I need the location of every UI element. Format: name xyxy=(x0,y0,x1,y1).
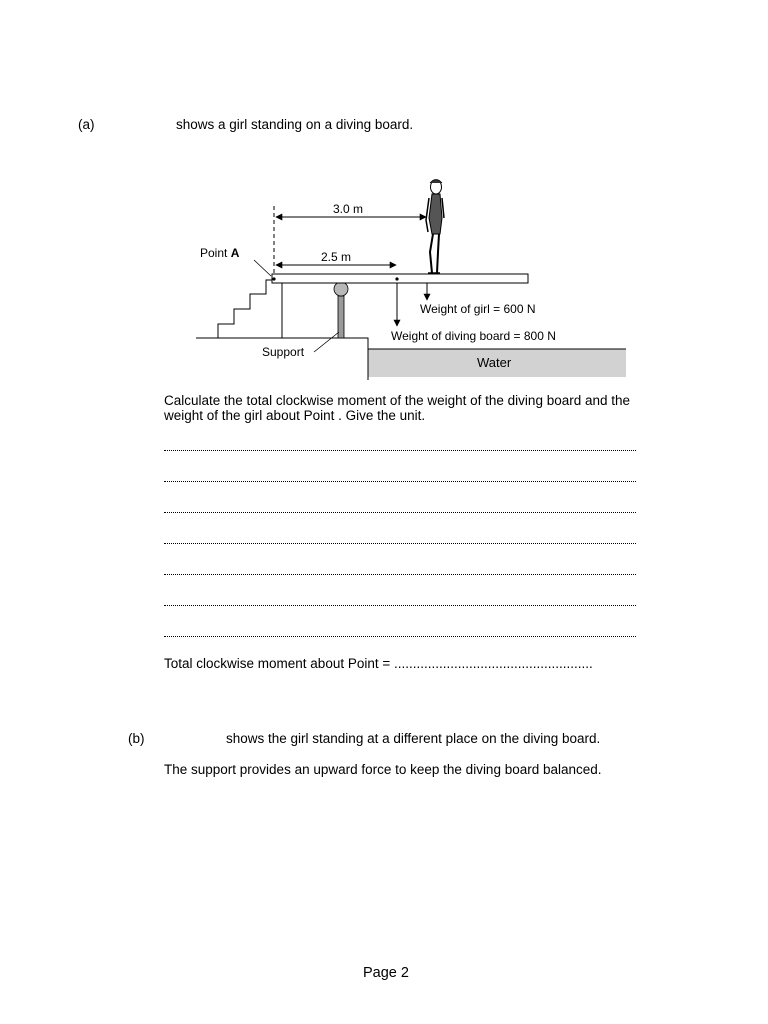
answer-line-2[interactable] xyxy=(164,478,636,482)
part-a-label: (a) xyxy=(78,117,95,132)
answer-line-7[interactable] xyxy=(164,633,636,637)
steps xyxy=(218,280,282,338)
question-line-1: Calculate the total clockwise moment of the weight of the diving board and the xyxy=(164,393,631,408)
answer-line-4[interactable] xyxy=(164,540,636,544)
question-line-2: weight of the girl about Point . Give the unit. xyxy=(164,408,426,423)
question-text xyxy=(164,393,664,423)
answer-line-3[interactable] xyxy=(164,509,636,513)
diving-board xyxy=(272,274,528,283)
dimension-label-2-5m: 2.5 m xyxy=(321,250,352,264)
answer-line-5[interactable] xyxy=(164,571,636,575)
support-post xyxy=(338,296,344,338)
diving-board-figure xyxy=(196,172,636,382)
part-b-intro: shows the girl standing at a different place on the diving board. xyxy=(226,731,601,746)
support-pointer xyxy=(314,332,339,352)
total-moment-answer-line[interactable]: Total clockwise moment about Point = ..................................................... xyxy=(164,656,593,671)
weight-board-label: Weight of diving board = 800 N xyxy=(391,329,556,343)
point-a-letter: A xyxy=(230,246,240,260)
point-a-label: Point A xyxy=(200,246,240,260)
girl-figure xyxy=(426,180,444,274)
support-force-text: The support provides an upward force to keep the diving board balanced. xyxy=(164,762,602,777)
part-a-intro: shows a girl standing on a diving board. xyxy=(176,117,414,132)
dimension-label-3m: 3.0 m xyxy=(333,202,364,216)
point-a-pointer xyxy=(254,260,271,276)
support-label: Support xyxy=(262,345,305,359)
answer-line-1[interactable] xyxy=(164,447,636,451)
water-label: Water xyxy=(477,355,512,370)
support-pivot xyxy=(334,282,348,296)
weight-girl-label: Weight of girl = 600 N xyxy=(420,302,536,316)
part-b-label: (b) xyxy=(128,731,145,746)
page-number: Page 2 xyxy=(363,965,409,981)
answer-line-6[interactable] xyxy=(164,602,636,606)
board-centre-dot xyxy=(395,277,398,280)
point-a-dot xyxy=(272,277,275,280)
